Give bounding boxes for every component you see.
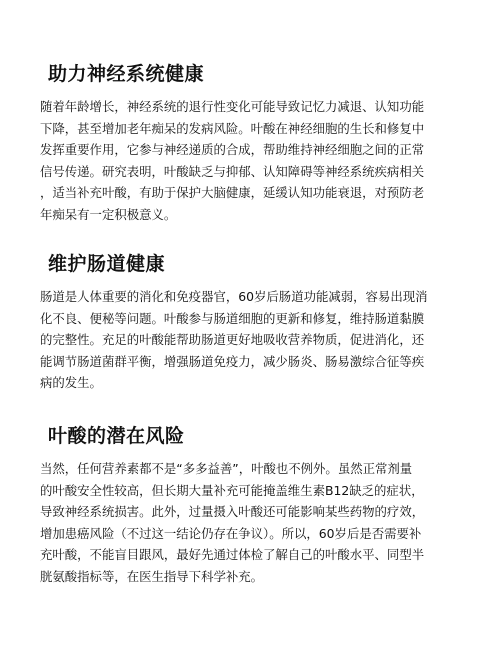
paragraph-line: 化不良、便秘等问题。叶酸参与肠道细胞的更新和修复，维持肠道黏膜 (40, 310, 425, 326)
section-heading: 助力神经系统健康 (48, 63, 205, 85)
paragraph-line: 的完整性。充足的叶酸能帮助肠道更好地吸收营养物质，促进消化，还 (40, 332, 425, 348)
paragraph-line: 肠道是人体重要的消化和免疫器官，60岁后肠道功能减弱，容易出现消 (40, 289, 428, 304)
paragraph-line: 胱氨酸指标等，在医生指导下科学补充。 (40, 568, 264, 584)
paragraph-line: 导致神经系统损害。此外，过量摄入叶酸还可能影响某些药物的疗效， (40, 504, 425, 520)
section-nervous-system (40, 62, 468, 226)
paragraph-line: 能调节肠道菌群平衡，增强肠道免疫力，减少肠炎、肠易激综合征等疾 (40, 353, 425, 369)
paragraph-line: 发挥重要作用，它参与神经递质的合成，帮助维持神经细胞之间的正常 (40, 142, 425, 158)
section-heading: 叶酸的潜在风险 (48, 425, 185, 447)
paragraph-line: 增加患癌风险（不过这一结论仍存在争议）。所以，60岁后是否需要补 (40, 525, 422, 541)
paragraph-line: 下降，甚至增加老年痴呆的发病风险。叶酸在神经细胞的生长和修复中 (40, 120, 425, 136)
paragraph-line: 当然，任何营养素都不是“多多益善”，叶酸也不例外。虽然正常剂量 (40, 461, 413, 476)
section-heading: 维护肠道健康 (48, 253, 166, 275)
section-gut-health (40, 252, 468, 394)
section-paragraph (40, 96, 468, 226)
paragraph-line: ，适当补充叶酸，有助于保护大脑健康，延缓认知功能衰退，对预防老 (40, 185, 425, 201)
section-potential-risks (40, 424, 468, 588)
paragraph-line: 随着年龄增长，神经系统的退行性变化可能导致记忆力减退、认知功能 (40, 99, 425, 114)
paragraph-line: 信号传递。研究表明，叶酸缺乏与抑郁、认知障碍等神经系统疾病相关 (40, 163, 425, 179)
paragraph-line: 年痴呆有一定积极意义。 (40, 206, 177, 222)
paragraph-line: 病的发生。 (40, 375, 102, 391)
paragraph-line: 的叶酸安全性较高，但长期大量补充可能掩盖维生素B12缺乏的症状， (40, 482, 424, 498)
paragraph-line: 充叶酸，不能盲目跟风，最好先通过体检了解自己的叶酸水平、同型半 (40, 547, 425, 563)
section-paragraph (40, 458, 468, 588)
section-paragraph (40, 286, 468, 394)
